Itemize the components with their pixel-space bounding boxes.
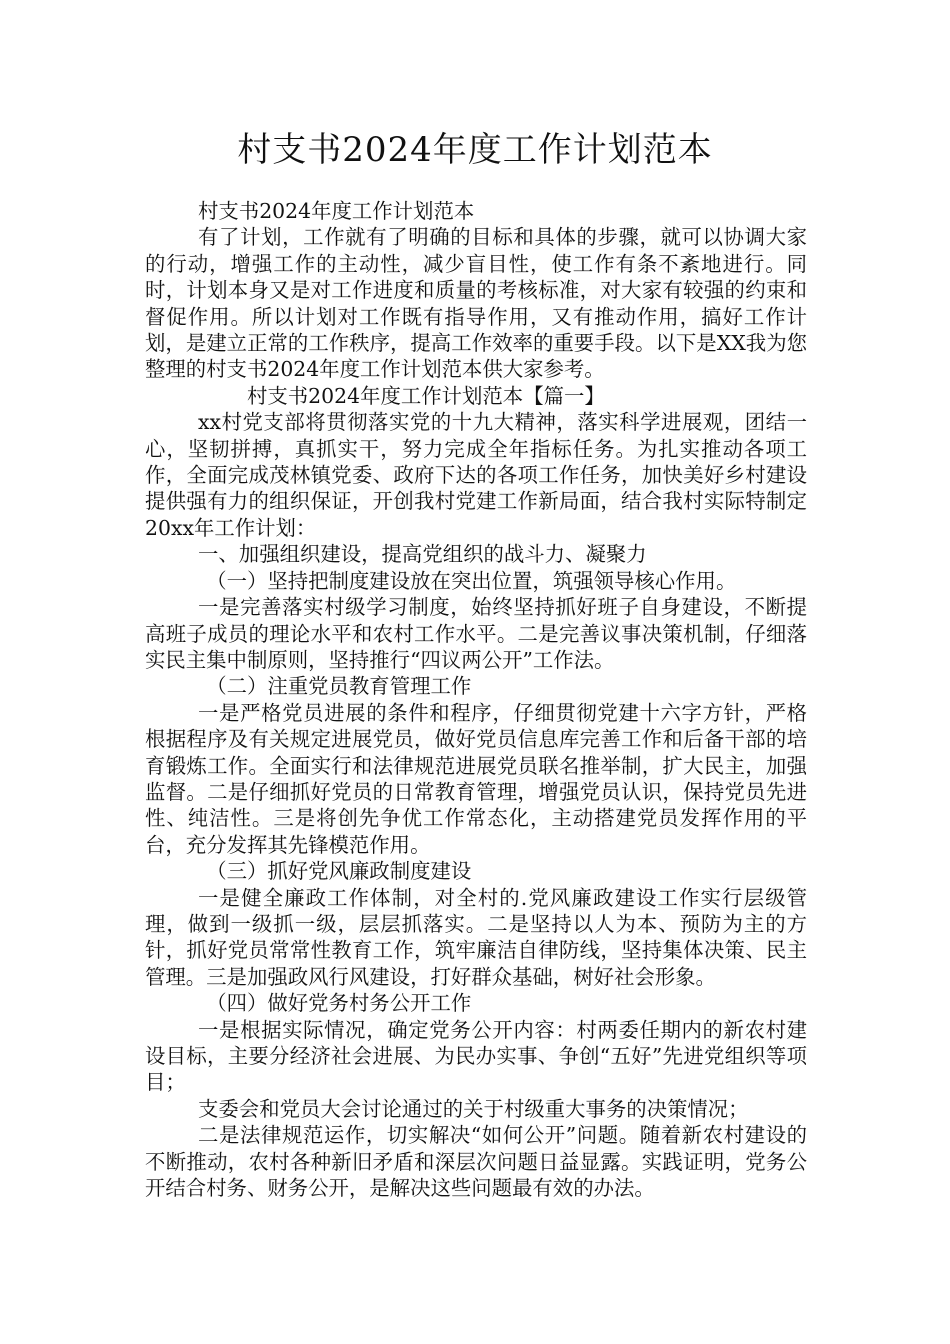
document-body <box>145 198 807 1201</box>
body-paragraph: 一是根据实际情况，确定党务公开内容：村两委任期内的新农村建设目标，主要分经济社会进展、为民办实事、争创“五好”先进党组织等项目； <box>145 1017 807 1095</box>
heading-level-2: （二）注重党员教育管理工作 <box>206 674 472 699</box>
intro-paragraph: 有了计划，工作就有了明确的目标和具体的步骤，就可以协调大家的行动，增强工作的主动性，减少盲目性，使工作有条不紊地进行。同时，计划本身又是对工作进度和质量的考核标准，对大家有较强的约束和督促作用。所以计划对工作既有指导作用，又有推动作用，搞好工作计划，是建立正常的工作秩序，提高工作效率的重要手段。以下是XX我为您整理的村支书2024年度工作计划范本供大家参考。 <box>145 225 807 382</box>
heading-level-2: （一）坚持把制度建设放在突出位置，筑强领导核心作用。 <box>206 568 737 593</box>
body-paragraph: 支委会和党员大会讨论通过的关于村级重大事务的决策情况； <box>198 1096 749 1121</box>
body-paragraph: 一是完善落实村级学习制度，始终坚持抓好班子自身建设，不断提高班子成员的理论水平和农村工作水平。二是完善议事决策机制，仔细落实民主集中制原则，坚持推行“四议两公开”工作法。 <box>145 595 807 672</box>
document-title: 村支书2024年度工作计划范本 <box>237 130 713 170</box>
subtitle-paragraph: 村支书2024年度工作计划范本 <box>198 199 475 223</box>
heading-level-2: （三）抓好党风廉政制度建设 <box>206 859 472 884</box>
body-paragraph: 一是健全廉政工作体制，对全村的.党风廉政建设工作实行层级管理，做到一级抓一级，层层抓落实。二是坚持以人为本、预防为主的方针，抓好党员常常性教育工作，筑牢廉洁自律防线，坚持集体决策、民主管理。三是加强政风行风建设，打好群众基础，树好社会形象。 <box>145 885 807 989</box>
body-paragraph: 二是法律规范运作，切实解决“如何公开”问题。随着新农村建设的不断推动，农村各种新旧矛盾和深层次问题日益显露。实践证明，党务公开结合村务、财务公开，是解决这些问题最有效的办法。 <box>145 1123 807 1201</box>
section-heading-part-one: 村支书2024年度工作计划范本【篇一】 <box>247 383 605 408</box>
body-paragraph: xx村党支部将贯彻落实党的十九大精神，落实科学进展观，团结一心，坚韧拼搏，真抓实干，努力完成全年指标任务。为扎实推动各项工作，全面完成茂林镇党委、政府下达的各项工作任务，加快美好乡村建设提供强有力的组织保证，开创我村党建工作新局面，结合我村实际特制定20xx年工作计划： <box>145 410 807 540</box>
heading-level-2: （四）做好党务村务公开工作 <box>206 991 472 1016</box>
body-paragraph: 一是严格党员进展的条件和程序，仔细贯彻党建十六字方针，严格根据程序及有关规定进展党员，做好党员信息库完善工作和后备干部的培育锻炼工作。全面实行和法律规范进展党员联名推举制，扩大民主，加强监督。二是仔细抓好党员的日常教育管理，增强党员认识，保持党员先进性、纯洁性。三是将创先争优工作常态化，主动搭建党员发挥作用的平台，充分发挥其先锋模范作用。 <box>145 700 807 857</box>
heading-level-1: 一、加强组织建设，提高党组织的战斗力、凝聚力 <box>198 542 647 567</box>
